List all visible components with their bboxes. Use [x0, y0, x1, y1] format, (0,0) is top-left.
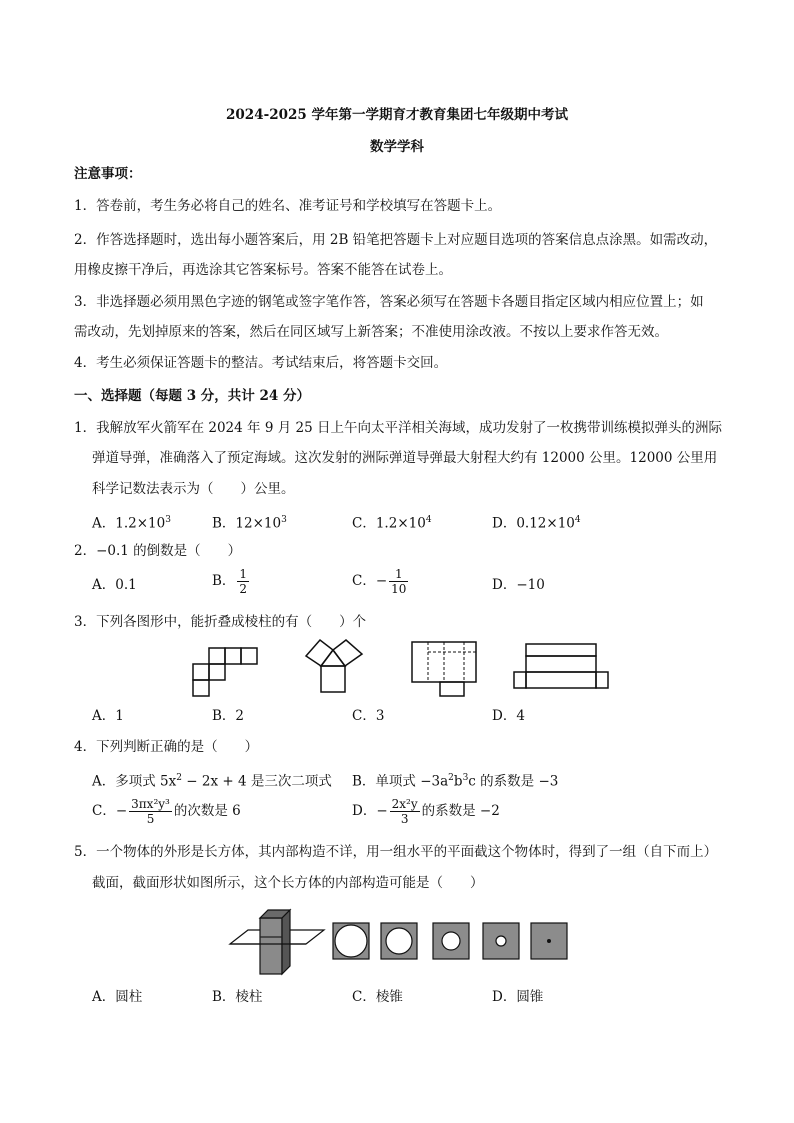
- q1-line-3: 科学记数法表示为（ ）公里。: [92, 481, 295, 497]
- subject-title: 数学学科: [370, 139, 424, 155]
- q5-section-4: [482, 922, 522, 962]
- q5-section-1: [332, 922, 372, 962]
- q4-option-c: C．− $\frac{\text{3πx²y³}}{5}$ 的次数是 6: [92, 797, 241, 826]
- notice-item-1: 1．答卷前，考生务必将自己的姓名、准考证号和学校填写在答题卡上。: [74, 198, 502, 214]
- notice-item-2-cont: 用橡皮擦干净后，再选涂其它答案标号。答案不能答在试卷上。: [74, 262, 452, 278]
- section-heading: 一、选择题（每题 3 分，共计 24 分）: [74, 388, 310, 404]
- q5-option-d: D．圆锥: [492, 989, 544, 1005]
- q1-line-2: 弹道导弹，准确落入了预定海域。这次发射的洲际弹道导弹最大射程大约有 12000 公里。12000 公里用: [92, 450, 718, 466]
- q5-option-a: A．圆柱: [92, 989, 143, 1005]
- q1-option-c: C．$1.2\times 10^4$: [352, 515, 432, 532]
- q2-option-d: D．−10: [492, 577, 545, 593]
- exam-title: 2024-2025 学年第一学期育才教育集团七年级期中考试: [226, 107, 568, 123]
- q2-option-c: C．− $\frac{1}{10}$: [352, 567, 407, 596]
- q3-option-a: A．1: [92, 708, 124, 724]
- q5-section-5: [530, 922, 570, 962]
- q4-option-b: B．单项式 $-3a^2b^3c$ 的系数是 −3: [352, 773, 559, 790]
- notice-item-3-cont: 需改动，先划掉原来的答案，然后在同区域写上新答案；不准使用涂改液。不按以上要求作答无效。: [74, 324, 668, 340]
- q3-figure-1: [186, 638, 266, 698]
- q4-option-d: D．− $\frac{\text{2x²y}}{3}$ 的系数是 −2: [352, 797, 500, 826]
- q1-option-d: D．$0.12\times 10^4$: [492, 515, 581, 532]
- q5-line-2: 截面，截面形状如图所示，这个长方体的内部构造可能是（ ）: [92, 875, 484, 891]
- q3-figure-4: [512, 638, 612, 696]
- q1-line-1: 1．我解放军火箭军在 2024 年 9 月 25 日上午向太平洋相关海域，成功发射了一枚携带训练模拟弹头的洲际: [74, 420, 722, 436]
- q4-stem: 4．下列判断正确的是（ ）: [74, 739, 259, 755]
- q5-section-2: [380, 922, 420, 962]
- q1-option-a: A．$1.2\times 10^3$: [92, 515, 171, 532]
- q5-section-3: [432, 922, 472, 962]
- q5-line-1: 5．一个物体的外形是长方体，其内部构造不详，用一组水平的平面截这个物体时，得到了一组（自下而上）: [74, 844, 718, 860]
- q3-option-d: D．4: [492, 708, 525, 724]
- q3-figure-2: [296, 636, 376, 698]
- q3-figure-3: [404, 636, 494, 700]
- q3-option-c: C．3: [352, 708, 385, 724]
- q2-option-a: A．0.1: [92, 577, 137, 593]
- notice-item-2: 2．作答选择题时，选出每小题答案后，用 2B 铅笔把答题卡上对应题目选项的答案信息点涂黑。如需改动，: [74, 232, 718, 248]
- q4-option-a: A．多项式 $5x^2 - 2x + 4$ 是三次二项式: [92, 773, 332, 790]
- q3-option-b: B．2: [212, 708, 245, 724]
- notice-heading: 注意事项：: [74, 166, 142, 182]
- q5-box-figure: [228, 906, 328, 976]
- q5-option-c: C．棱锥: [352, 989, 403, 1005]
- q1-option-b: B．$12\times 10^3$: [212, 515, 287, 532]
- q2-stem: 2．−0.1 的倒数是（ ）: [74, 543, 242, 559]
- q2-option-b: B． $\frac{1}{2}$: [212, 567, 248, 596]
- q3-stem: 3．下列各图形中，能折叠成棱柱的有（ ）个: [74, 614, 367, 630]
- notice-item-3: 3．非选择题必须用黑色字迹的钢笔或签字笔作答，答案必须写在答题卡各题目指定区域内相应位置上；如: [74, 294, 704, 310]
- notice-item-4: 4．考生必须保证答题卡的整洁。考试结束后，将答题卡交回。: [74, 355, 448, 371]
- q5-option-b: B．棱柱: [212, 989, 263, 1005]
